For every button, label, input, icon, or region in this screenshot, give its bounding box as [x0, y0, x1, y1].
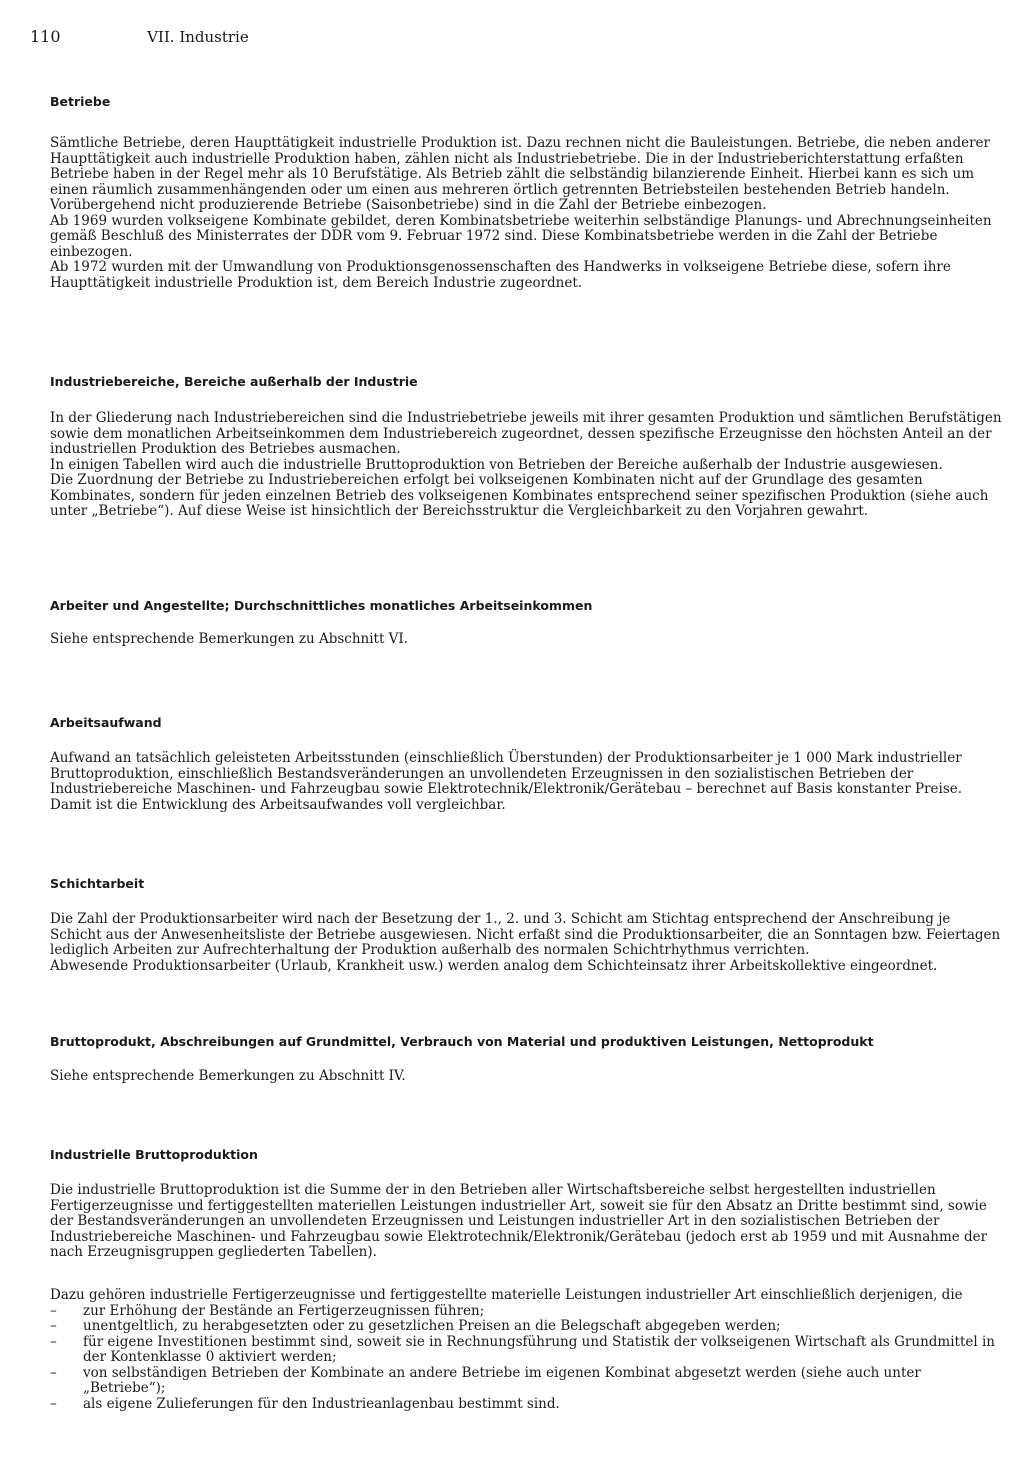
paragraph: Die Zuordnung der Betriebe zu Industriebereichen erfolgt bei volkseigenen Kombinaten nicht auf der Grundlage des gesamten Kombinates, sondern für jeden einzelnen Betrieb des volkseigenen Kombinates entsprechend seiner spezifischen Produktion (siehe auch unter „Betriebe“). Auf diese Weise ist hinsichtlich der Bereichsstruktur die Vergleichbarkeit zu den Vorjahren gewahrt.: [50, 472, 989, 519]
list-item-text: als eigene Zulieferungen für den Industrieanlagenbau bestimmt sind.: [83, 1395, 560, 1412]
section-body-schichtarbeit: [50, 912, 1005, 974]
section-heading-industriebereiche: Industriebereiche, Bereiche außerhalb der Industrie: [50, 374, 418, 389]
section-heading-industrielle-bruttoproduktion: Industrielle Bruttoproduktion: [50, 1147, 258, 1162]
paragraph: Aufwand an tatsächlich geleisteten Arbeitsstunden (einschließlich Überstunden) der Produktionsarbeiter je 1 000 Mark industrieller Bruttoproduktion, einschließlich Bestandsveränderungen an unvollendeten Erzeugnissen in den sozialistischen Betrieben der Industriebereiche Maschinen- und Fahrzeugbau sowie Elektrotechnik/Elektronik/Gerätebau – berechnet auf Basis konstanter Preise. Damit ist die Entwicklung des Arbeitsaufwandes voll vergleichbar.: [50, 750, 963, 813]
page-number: 110: [30, 27, 61, 46]
paragraph: In einigen Tabellen wird auch die industrielle Bruttoproduktion von Betrieben der Bereiche außerhalb der Industrie ausgewiesen.: [50, 456, 943, 473]
paragraph: Die Zahl der Produktionsarbeiter wird nach der Besetzung der 1., 2. und 3. Schicht am Stichtag entsprechend der Anschreibung je Schicht aus der Anwesenheitsliste der Betriebe ausgewiesen. Nicht erfaßt sind die Produktionsarbeiter, die an Sonntagen bzw. Feiertagen lediglich Arbeiten zur Aufrechterhaltung der Produktion außerhalb des normalen Schichtrhythmus verrichten.: [50, 911, 1001, 958]
page-header: [30, 27, 249, 46]
dash-marker: –: [50, 1333, 57, 1350]
bullet-list: [50, 1304, 1005, 1413]
dash-marker: –: [50, 1318, 57, 1334]
dash-marker: –: [50, 1302, 57, 1319]
paragraph: Dazu gehören industrielle Fertigerzeugnisse und fertiggestellte materielle Leistungen industrieller Art einschließlich derjenigen, die: [50, 1287, 963, 1303]
list-item: [50, 1397, 1005, 1413]
list-item-text: für eigene Investitionen bestimmt sind, soweit sie in Rechnungsführung und Statistik der volkseigenen Wirtschaft als Grundmittel in der Kontenklasse 0 aktiviert werden;: [83, 1333, 995, 1365]
paragraph: Ab 1969 wurden volkseigene Kombinate gebildet, deren Kombinatsbetriebe weiterhin selbständige Planungs- und Abrechnungseinheiten gemäß Beschluß des Ministerrates der DDR vom 9. Februar 1972 sind. Diese Kombinatsbetriebe werden in die Zahl der Betriebe einbezogen.: [50, 212, 992, 260]
section-heading-schichtarbeit: Schichtarbeit: [50, 876, 145, 891]
paragraph: Sämtliche Betriebe, deren Haupttätigkeit industrielle Produktion ist. Dazu rechnen nicht die Bauleistungen. Betriebe, die neben anderer Haupttätigkeit auch industrielle Produktion haben, zählen nicht als Industriebetriebe. Die in der Industrieberichterstattung erfaßten Betriebe haben in der Regel mehr als 10 Berufstätige. Als Betrieb zählt die selbständig bilanzierende Einheit. Hierbei kann es sich um einen räumlich zusammenhängenden oder um einen aus mehreren örtlich getrennten Betriebsteilen bestehenden Betrieb handeln. Vorübergehend nicht produzierende Betriebe (Saisonbetriebe) sind in die Zahl der Betriebe einbezogen.: [50, 135, 990, 213]
paragraph: Abwesende Produktionsarbeiter (Urlaub, Krankheit usw.) werden analog dem Schichteinsatz ihrer Arbeitskollektive eingeordnet.: [50, 957, 938, 974]
section-body-industrielle-bruttoproduktion: [50, 1183, 1005, 1261]
list-item: [50, 1304, 1005, 1320]
section-body-arbeitsaufwand: [50, 751, 1005, 813]
dash-marker: –: [50, 1364, 57, 1381]
list-item-text: zur Erhöhung der Bestände an Fertigerzeugnissen führen;: [83, 1302, 485, 1319]
paragraph: In der Gliederung nach Industriebereichen sind die Industriebetriebe jeweils mit ihrer gesamten Produktion und sämtlichen Berufstätigen sowie dem monatlichen Arbeitseinkommen dem Industriebereich zugeordnet, dessen spezifische Erzeugnisse den höchsten Anteil an der industriellen Produktion des Betriebes ausmachen.: [50, 410, 1002, 457]
section-heading-arbeiter-angestellte: Arbeiter und Angestellte; Durchschnittliches monatliches Arbeitseinkommen: [50, 598, 593, 613]
section-body-arbeiter-angestellte: [50, 632, 1005, 648]
section-heading-arbeitsaufwand: Arbeitsaufwand: [50, 715, 162, 730]
dash-marker: –: [50, 1395, 57, 1412]
paragraph: Ab 1972 wurden mit der Umwandlung von Produktionsgenossenschaften des Handwerks in volkseigene Betriebe diese, sofern ihre Haupttätigkeit industrielle Produktion ist, dem Bereich Industrie zugeordnet.: [50, 259, 951, 291]
paragraph: Siehe entsprechende Bemerkungen zu Abschnitt VI.: [50, 631, 409, 647]
paragraph: Siehe entsprechende Bemerkungen zu Abschnitt IV.: [50, 1068, 406, 1084]
list-item: [50, 1335, 1005, 1366]
list-item: [50, 1319, 1005, 1335]
list-item-text: von selbständigen Betrieben der Kombinate an andere Betriebe im eigenen Kombinat abgesetzt werden (siehe auch unter „Betriebe“);: [83, 1364, 921, 1396]
section-body-betriebe: [50, 136, 1005, 291]
list-item: [50, 1366, 1005, 1397]
section-heading-betriebe: Betriebe: [50, 94, 111, 109]
section-body-industrielle-bruttoproduktion-list: [50, 1288, 1005, 1412]
section-body-bruttoprodukt: [50, 1069, 1005, 1085]
paragraph: Die industrielle Bruttoproduktion ist die Summe der in den Betrieben aller Wirtschaftsbereiche selbst hergestellten industriellen Fertigerzeugnisse und fertiggestellten materiellen Leistungen industrieller Art, soweit sie für den Absatz an Dritte bestimmt sind, sowie der Bestandsveränderungen an unvollendeten Erzeugnissen und Leistungen industrieller Art in den sozialistischen Betrieben der Industriebereiche Maschinen- und Fahrzeugbau sowie Elektrotechnik/Elektronik/Gerätebau (jedoch erst ab 1959 und mit Ausnahme der nach Erzeugnisgruppen gegliederten Tabellen).: [50, 1182, 988, 1260]
running-head: VII. Industrie: [147, 28, 249, 46]
section-heading-bruttoprodukt: Bruttoprodukt, Abschreibungen auf Grundmittel, Verbrauch von Material und produktiven Leistungen, Nettoprodukt: [50, 1034, 874, 1049]
section-body-industriebereiche: [50, 411, 1005, 520]
list-item-text: unentgeltlich, zu herabgesetzten oder zu gesetzlichen Preisen an die Belegschaft abgegeben werden;: [83, 1318, 781, 1334]
